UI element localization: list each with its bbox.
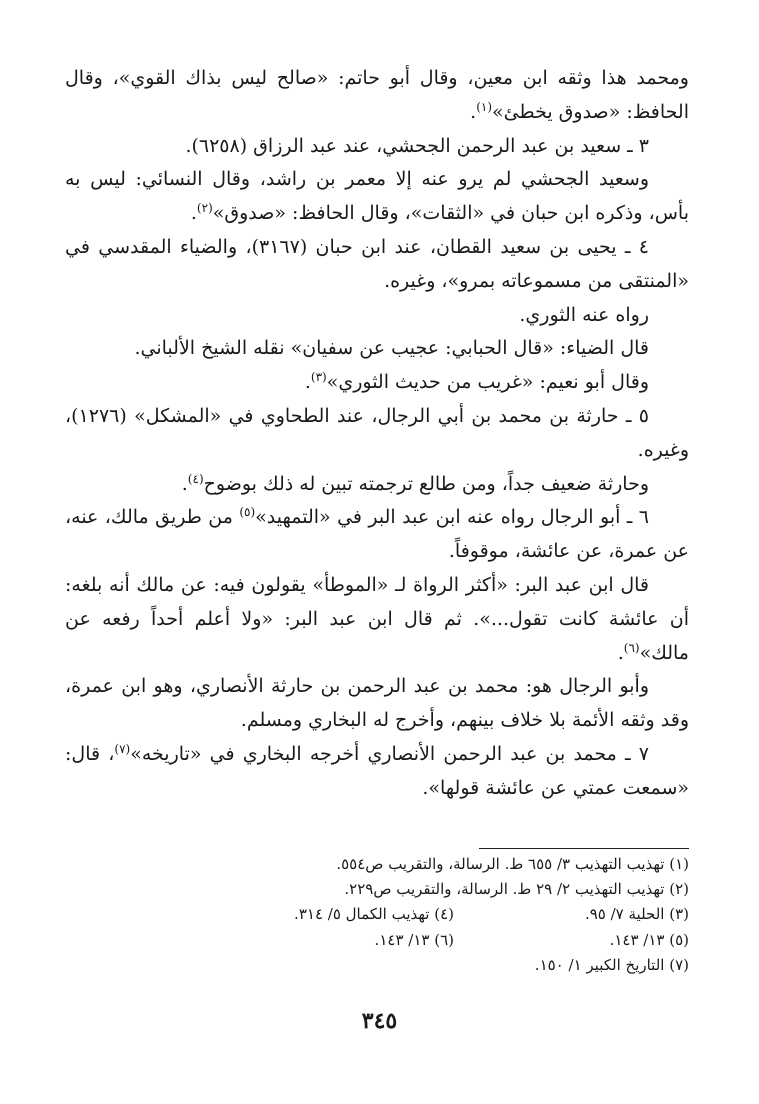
paragraph-text: وقال أبو نعيم: «غريب من حديث الثوري» xyxy=(326,371,649,394)
footnote-marker[interactable]: (٢) xyxy=(196,201,213,216)
footnote-separator xyxy=(479,848,689,849)
footnote-marker[interactable]: (٤) xyxy=(187,471,204,486)
paragraph-text: ٣ ـ سعيد بن عبد الرحمن الجحشي، عند عبد الرزاق (٦٢٥٨). xyxy=(185,134,649,157)
paragraph xyxy=(65,400,689,468)
paragraph-text: ومحمد هذا وثقه ابن معين، وقال أبو حاتم: «صالح ليس بذاك القوي»، وقال الحافظ: «صدوق يخطئ» xyxy=(65,67,689,123)
footnote-entry: (٧) التاريخ الكبير ١/ ١٥٠. xyxy=(534,955,689,974)
paragraph-tail: . xyxy=(181,472,188,495)
footnote-entry: (٤) تهذيب الكمال ٥/ ٣١٤. xyxy=(294,905,454,924)
footnotes xyxy=(65,852,689,978)
footnote-marker[interactable]: (٣) xyxy=(310,370,327,385)
footnote-entry: (٥) ١٣/ ١٤٣. xyxy=(609,930,689,949)
paragraph xyxy=(65,332,689,366)
paragraph-text: ٦ ـ أبو الرجال رواه عنه ابن عبد البر في «التمهيد» xyxy=(255,506,650,529)
paragraph-tail: . xyxy=(190,202,197,225)
paragraph xyxy=(65,163,689,231)
page-number: ٣٤٥ xyxy=(361,1008,398,1034)
paragraph xyxy=(65,501,689,569)
paragraph-tail: . xyxy=(470,100,477,123)
footnote-row xyxy=(65,928,689,953)
paragraph xyxy=(65,569,689,670)
footnote-entry: (٣) الحلية ٧/ ٩٥. xyxy=(584,905,689,924)
paragraph-text: قال الضياء: «قال الحبابي: عجيب عن سفيان» نقله الشيخ الألباني. xyxy=(134,337,649,360)
paragraph xyxy=(65,670,689,738)
paragraph-text: وسعيد الجحشي لم يرو عنه إلا معمر بن راشد، وقال النسائي: ليس به بأس، وذكره ابن حبان في «الثقات»، وقال الحافظ: «صدوق» xyxy=(65,168,689,225)
paragraph xyxy=(65,231,689,299)
footnote-entry: (٢) تهذيب التهذيب ٢/ ٢٩ ط. الرسالة، والتقريب ص٢٢٩. xyxy=(344,880,689,899)
footnote-marker[interactable]: (١) xyxy=(476,99,493,114)
footnote-row xyxy=(65,902,689,927)
paragraph-text: وحارثة ضعيف جداً، ومن طالع ترجمته تبين له ذلك بوضوح xyxy=(203,472,649,495)
paragraph-tail: ، قال: «سمعت عمتي عن عائشة قولها». xyxy=(65,742,689,799)
footnote-row xyxy=(65,953,689,978)
paragraph xyxy=(65,130,689,164)
footnote-marker[interactable]: (٥) xyxy=(239,505,256,520)
paragraph-tail: . xyxy=(617,641,624,664)
paragraph xyxy=(65,468,689,502)
footnote-entry: (١) تهذيب التهذيب ٣/ ٦٥٥ ط. الرسالة، والتقريب ص٥٥٤. xyxy=(336,855,689,873)
paragraph-tail: . xyxy=(304,371,311,394)
paragraph-text: وأبو الرجال هو: محمد بن عبد الرحمن بن حارثة الأنصاري، وهو ابن عمرة، وقد وثقه الأئمة بلا خلاف بينهم، وأخرج له البخاري ومسلم. xyxy=(65,675,689,732)
footnote-marker[interactable]: (٧) xyxy=(114,741,131,756)
paragraph-text: قال ابن عبد البر: «أكثر الرواة لـ «الموطأ» يقولون فيه: عن مالك أنه بلغه: أن عائشة كانت تقول...». ثم قال ابن عبد البر: «ولا أعلم أحداً رفعه عن مالك» xyxy=(65,573,689,664)
paragraph xyxy=(65,299,689,333)
paragraph-text: رواه عنه الثوري. xyxy=(519,303,649,326)
paragraph xyxy=(65,738,689,806)
paragraph-text: ٤ ـ يحيى بن سعيد القطان، عند ابن حبان (٣١٦٧)، والضياء المقدسي في «المنتقى من مسموعاته بمرو»، وغيره. xyxy=(65,235,689,292)
paragraph xyxy=(65,366,689,400)
paragraph xyxy=(65,62,689,130)
footnote-row xyxy=(65,852,689,877)
footnote-row xyxy=(65,877,689,902)
footnote-entry: (٦) ١٣/ ١٤٣. xyxy=(374,930,454,949)
paragraph-tail: من طريق مالك، عنه، عن عمرة، عن عائشة، موقوفاً. xyxy=(65,506,689,563)
paragraph-text: ٥ ـ حارثة بن محمد بن أبي الرجال، عند الطحاوي في «المشكل» (١٢٧٦)، وغيره. xyxy=(65,404,689,461)
main-text xyxy=(65,62,689,806)
footnote-marker[interactable]: (٦) xyxy=(623,640,640,655)
paragraph-text: ٧ ـ محمد بن عبد الرحمن الأنصاري أخرجه البخاري في «تاريخه» xyxy=(130,742,650,765)
